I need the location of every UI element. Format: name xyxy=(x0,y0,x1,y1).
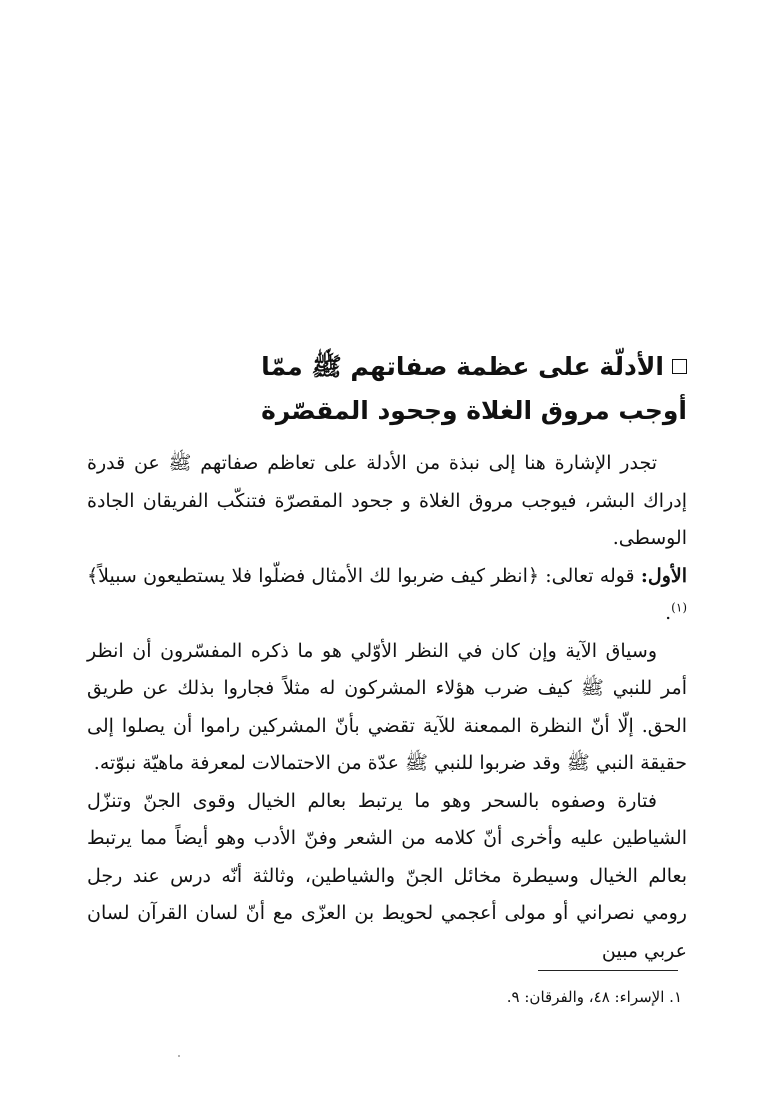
first-evidence-end: . xyxy=(665,602,672,624)
section-heading-text-1: الأدلّة على عظمة صفاتهم ﷺ ممّا xyxy=(261,352,664,381)
paragraph-context: وسياق الآية وإن كان في النظر الأوّلي هو ما ذكره المفسّرون أن انظر أمر للنبي ﷺ كيف ضرب هؤلاء المشركون له مثلاً فجاروا بذلك عن طريق الحق. إلّا أنّ النظرة الممعنة للآية تقضي بأنّ المشركين راموا أن يصلوا إلى حقيقة النبي ﷺ وقد ضربوا للنبي ﷺ عدّة من الاحتمالات لمعرفة ماهيّة نبوّته. xyxy=(87,639,687,774)
body-text xyxy=(87,445,687,970)
scan-speck xyxy=(178,1055,180,1057)
first-evidence-text: قوله تعالى: ﴿انظر كيف ضربوا لك الأمثال فضلّوا فلا يستطيعون سبيلاً﴾ xyxy=(87,564,641,587)
section-heading xyxy=(87,345,687,433)
paragraph-first-evidence xyxy=(87,558,687,633)
section-heading-line-2: أوجب مروق الغلاة وجحود المقصّرة xyxy=(261,396,687,425)
footnote-divider xyxy=(538,970,678,971)
first-evidence-label: الأول: xyxy=(640,564,687,587)
footnote: ١. الإسراء: ٤٨، والفرقان: ٩. xyxy=(506,988,682,1006)
footnote-reference: (١) xyxy=(671,600,687,615)
paragraph-descriptions: فتارة وصفوه بالسحر وهو ما يرتبط بعالم الخيال وقوى الجنّ وتنزّل الشياطين عليه وأخرى أنّ كلامه من الشعر وفنّ الأدب وهو أيضاً مما يرتبط بعالم الخيال وسيطرة مخائل الجنّ والشياطين، وثالثة أنّه درس عند رجل رومي نصراني أو مولى أعجمي لحويط بن العزّى مع أنّ لسان القرآن لسان عربي مبين xyxy=(87,789,687,962)
paragraph-intro: تجدر الإشارة هنا إلى نبذة من الأدلة على تعاظم صفاتهم ﷺ عن قدرة إدراك البشر، فيوجب مروق الغلاة و جحود المقصرّة فتنكّب الفريقان الجادة الوسطى. xyxy=(87,452,687,549)
section-heading-line-1 xyxy=(87,345,687,389)
square-bullet-icon xyxy=(672,359,687,374)
